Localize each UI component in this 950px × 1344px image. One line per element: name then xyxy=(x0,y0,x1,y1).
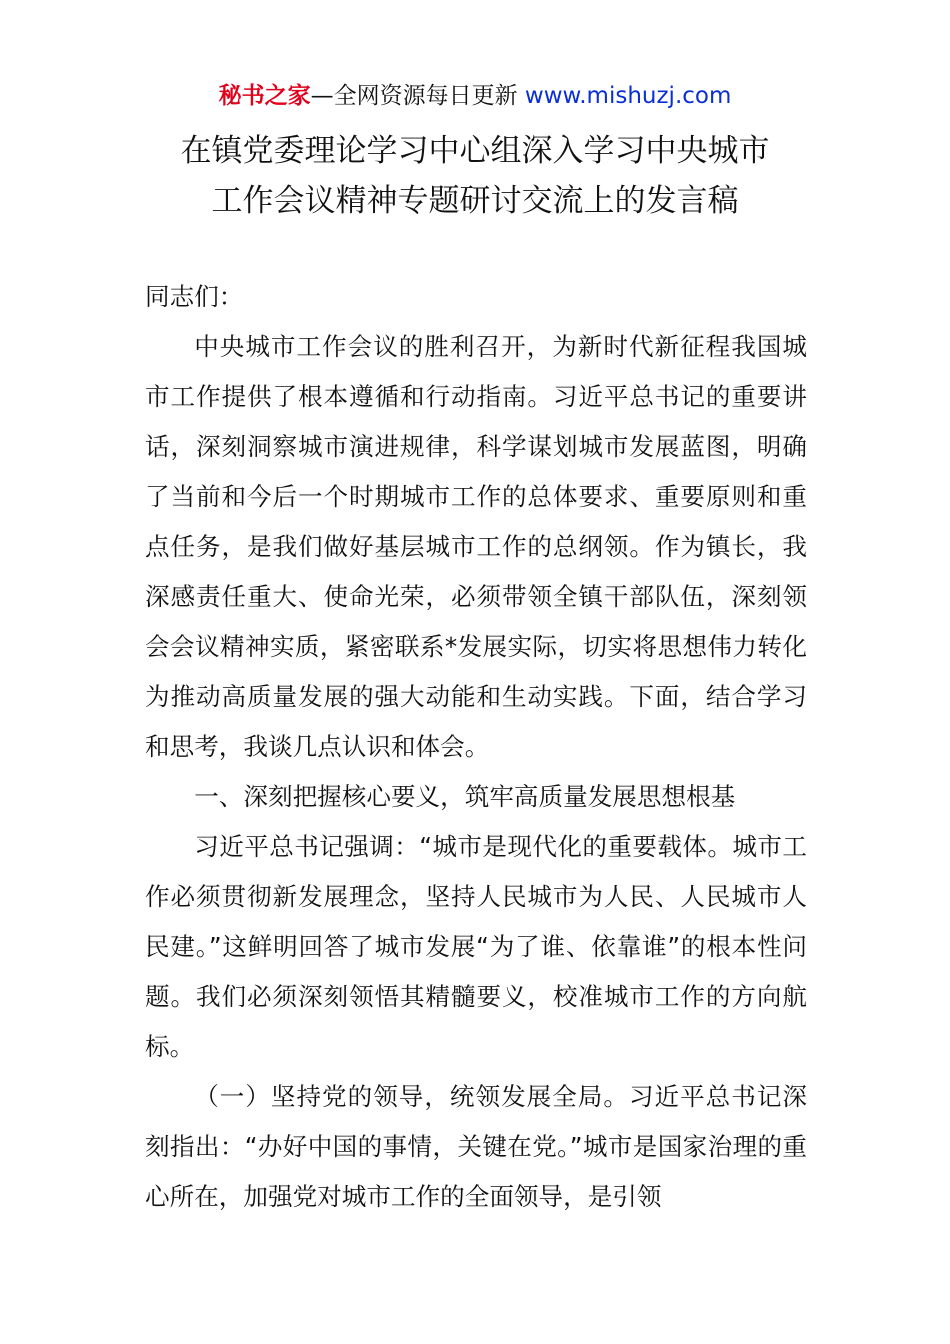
salutation: 同志们： xyxy=(145,282,244,311)
document-title xyxy=(0,126,950,226)
header-tagline: —全网资源每日更新 xyxy=(310,83,525,109)
title-line-1: 在镇党委理论学习中心组深入学习中央城市 xyxy=(180,133,770,169)
paragraph-subsection-1: （一）坚持党的领导，统领发展全局。习近平总书记深刻指出：“办好中国的事情，关键在党。”城市是国家治理的重心所在，加强党对城市工作的全面领导，是引领 xyxy=(145,1082,807,1211)
paragraph-section-1: 习近平总书记强调：“城市是现代化的重要载体。城市工作必须贯彻新发展理念，坚持人民城市为人民、人民城市人民建。”这鲜明回答了城市发展“为了谁、依靠谁”的根本性问题。我们必须深刻领悟其精髓要义，校准城市工作的方向航标。 xyxy=(145,832,807,1061)
site-url[interactable]: www.mishuzj.com xyxy=(524,83,732,109)
paragraph-intro: 中央城市工作会议的胜利召开，为新时代新征程我国城市工作提供了根本遵循和行动指南。习近平总书记的重要讲话，深刻洞察城市演进规律，科学谋划城市发展蓝图，明确了当前和今后一个时期城市工作的总体要求、重要原则和重点任务，是我们做好基层城市工作的总纲领。作为镇长，我深感责任重大、使命光荣，必须带领全镇干部队伍，深刻领会会议精神实质，紧密联系*发展实际，切实将思想伟力转化为推动高质量发展的强大动能和生动实践。下面，结合学习和思考，我谈几点认识和体会。 xyxy=(145,332,807,761)
brand-name: 秘书之家 xyxy=(218,83,311,109)
site-header xyxy=(0,80,950,112)
document-body xyxy=(145,272,807,1222)
title-line-2: 工作会议精神专题研讨交流上的发言稿 xyxy=(211,183,739,219)
section-heading-1: 一、深刻把握核心要义，筑牢高质量发展思想根基 xyxy=(194,782,736,811)
